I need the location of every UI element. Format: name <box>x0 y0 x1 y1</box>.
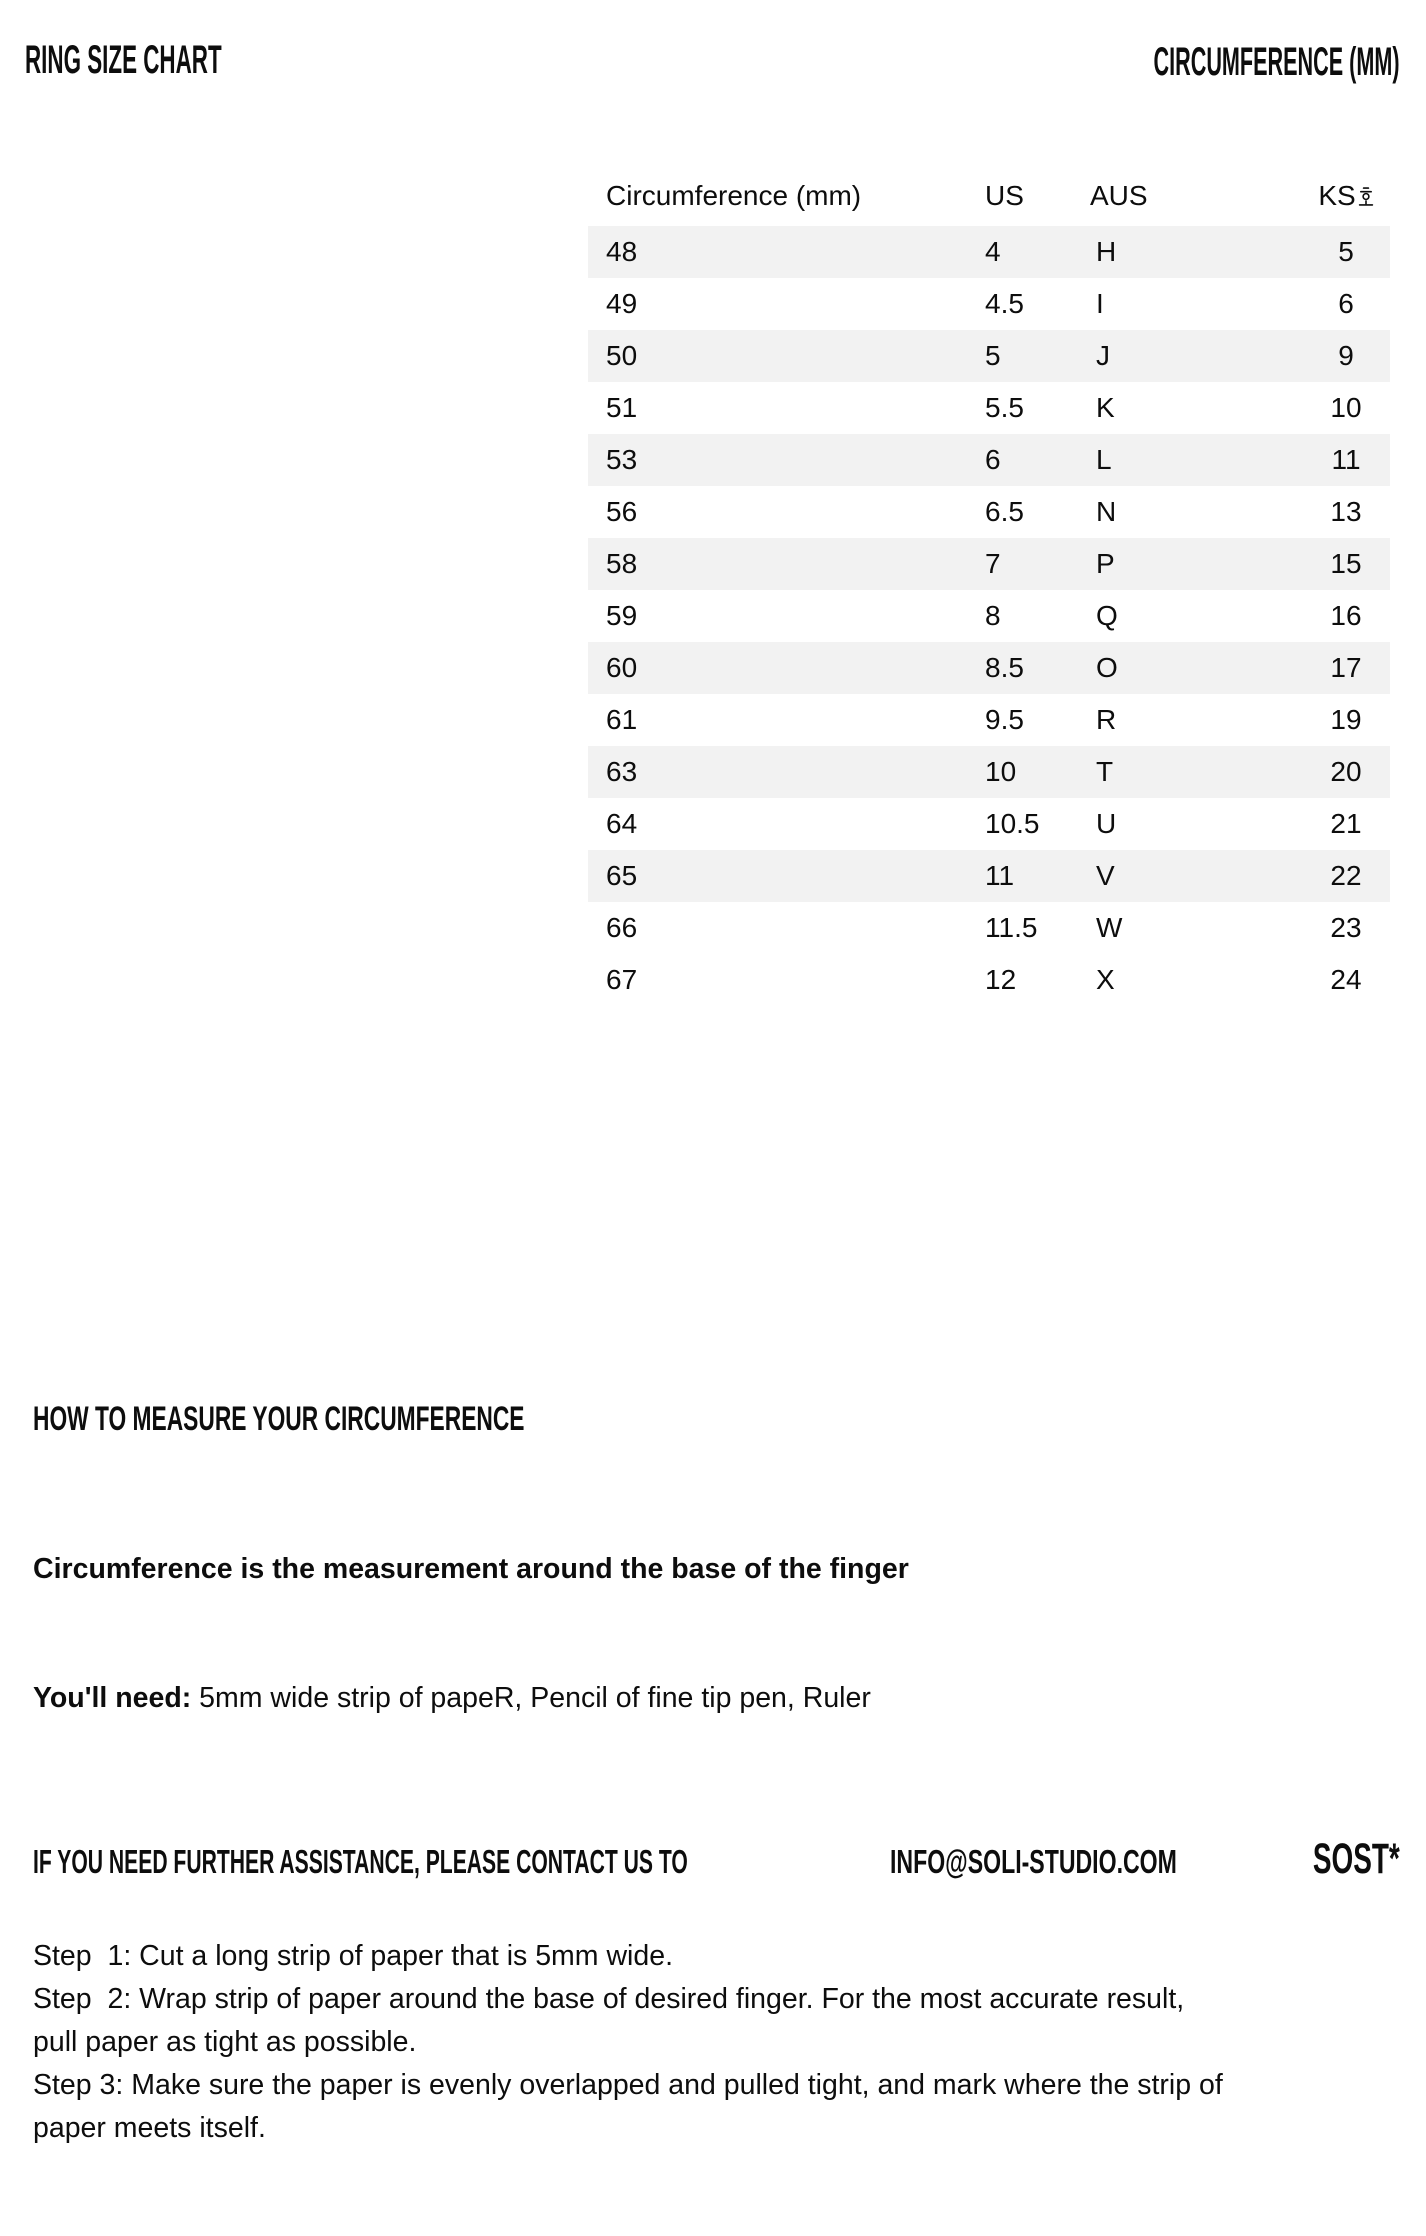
footer-contact-email: INFO@SOLI-STUDIO.COM <box>890 1843 1177 1880</box>
us-size-cell: 12 <box>985 964 1017 995</box>
us-size-cell: 9.5 <box>985 704 1024 735</box>
circumference-column-header: Circumference (mm) <box>606 180 862 211</box>
circumference-cell: 64 <box>606 808 638 839</box>
circumference-cell: 63 <box>606 756 638 787</box>
page-title: RING SIZE CHART <box>25 38 222 82</box>
aus-size-cell: R <box>1096 704 1117 735</box>
circumference-cell: 61 <box>606 704 638 735</box>
size-table-body <box>588 226 1390 1006</box>
ks-size-cell: 16 <box>1330 600 1362 631</box>
brand-logo-text: SOST* <box>1313 1835 1400 1883</box>
aus-size-cell: V <box>1096 860 1115 891</box>
ks-size-cell: 23 <box>1330 912 1362 943</box>
table-row <box>588 330 1390 382</box>
us-size-cell: 10 <box>985 756 1017 787</box>
table-row <box>588 850 1390 902</box>
ks-size-cell: 13 <box>1330 496 1362 527</box>
footer-assistance-text: IF YOU NEED FURTHER ASSISTANCE, PLEASE CONTACT US TO <box>33 1843 688 1880</box>
table-row <box>588 642 1390 694</box>
us-size-cell: 4 <box>985 236 1001 267</box>
circumference-cell: 59 <box>606 600 638 631</box>
aus-size-cell: Q <box>1096 600 1118 631</box>
ks-column-label: KS <box>1318 180 1356 211</box>
us-size-cell: 6.5 <box>985 496 1024 527</box>
supplies-text: 5mm wide strip of papeR, Pencil of fine tip pen, Ruler <box>191 1682 871 1714</box>
ks-size-cell: 19 <box>1330 704 1362 735</box>
circumference-cell: 50 <box>606 340 638 371</box>
us-size-cell: 8.5 <box>985 652 1024 683</box>
ks-size-cell: 20 <box>1330 756 1362 787</box>
aus-size-cell: H <box>1096 236 1117 267</box>
instruction-line: Step 2: Wrap strip of paper around the base of desired finger. For the most accurate result, <box>33 1983 1185 2015</box>
measure-section-heading: HOW TO MEASURE YOUR CIRCUMFERENCE <box>33 1400 525 1438</box>
circumference-cell: 51 <box>606 392 638 423</box>
table-row <box>588 954 1390 1006</box>
aus-size-cell: I <box>1096 288 1104 319</box>
ks-size-cell: 22 <box>1330 860 1362 891</box>
circumference-cell: 65 <box>606 860 638 891</box>
ks-size-cell: 11 <box>1331 444 1361 475</box>
aus-size-cell: W <box>1096 912 1123 943</box>
aus-size-cell: L <box>1096 444 1112 475</box>
hangul-ho-glyph <box>1358 186 1374 207</box>
circumference-definition-line: Circumference is the measurement around the base of the finger <box>33 1553 909 1585</box>
supplies-line <box>33 1677 1403 1720</box>
aus-size-cell: N <box>1096 496 1117 527</box>
aus-size-cell: O <box>1096 652 1118 683</box>
circumference-cell: 53 <box>606 444 638 475</box>
table-header-row <box>588 178 1390 214</box>
us-size-cell: 6 <box>985 444 1001 475</box>
ks-size-cell: 24 <box>1330 964 1362 995</box>
circumference-cell: 60 <box>606 652 638 683</box>
aus-column-header: AUS <box>1090 180 1148 211</box>
us-column-header: US <box>985 180 1024 211</box>
us-size-cell: 11 <box>985 860 1015 891</box>
aus-size-cell: J <box>1096 340 1110 371</box>
table-row <box>588 746 1390 798</box>
us-size-cell: 8 <box>985 600 1001 631</box>
circumference-cell: 49 <box>606 288 638 319</box>
table-row <box>588 590 1390 642</box>
table-row <box>588 226 1390 278</box>
table-row <box>588 798 1390 850</box>
instruction-line: Step 3: Make sure the paper is evenly overlapped and pulled tight, and mark where the strip of <box>33 2069 1223 2101</box>
us-size-cell: 7 <box>985 548 1001 579</box>
instruction-line: pull paper as tight as possible. <box>33 2026 417 2058</box>
table-row <box>588 902 1390 954</box>
circumference-cell: 58 <box>606 548 638 579</box>
instruction-line: Step 1: Cut a long strip of paper that is 5mm wide. <box>33 1940 673 1972</box>
circumference-cell: 56 <box>606 496 638 527</box>
us-size-cell: 11.5 <box>985 912 1038 943</box>
table-row <box>588 694 1390 746</box>
supplies-label: You'll need: <box>33 1682 192 1714</box>
table-row <box>588 434 1390 486</box>
ks-size-cell: 6 <box>1338 288 1354 319</box>
ks-size-cell: 5 <box>1338 236 1354 267</box>
circumference-cell: 67 <box>606 964 638 995</box>
ks-size-cell: 15 <box>1330 548 1362 579</box>
aus-size-cell: P <box>1096 548 1115 579</box>
ks-size-cell: 9 <box>1338 340 1354 371</box>
aus-size-cell: X <box>1096 964 1115 995</box>
table-row <box>588 538 1390 590</box>
us-size-cell: 4.5 <box>985 288 1024 319</box>
us-size-cell: 5.5 <box>985 392 1024 423</box>
ks-size-cell: 21 <box>1330 808 1362 839</box>
table-row <box>588 382 1390 434</box>
aus-size-cell: U <box>1096 808 1117 839</box>
ks-column-header <box>1302 180 1390 212</box>
circumference-unit-title: CIRCUMFERENCE (MM) <box>1154 40 1400 84</box>
instruction-line: paper meets itself. <box>33 2112 266 2144</box>
ks-size-cell: 10 <box>1330 392 1362 423</box>
ks-size-cell: 17 <box>1330 652 1362 683</box>
us-size-cell: 10.5 <box>985 808 1040 839</box>
table-row <box>588 278 1390 330</box>
us-size-cell: 5 <box>985 340 1001 371</box>
table-row <box>588 486 1390 538</box>
circumference-cell: 48 <box>606 236 638 267</box>
ring-size-table <box>588 178 1390 1006</box>
steps-block <box>33 1935 1403 2150</box>
aus-size-cell: K <box>1096 392 1115 423</box>
circumference-cell: 66 <box>606 912 638 943</box>
aus-size-cell: T <box>1096 756 1114 787</box>
